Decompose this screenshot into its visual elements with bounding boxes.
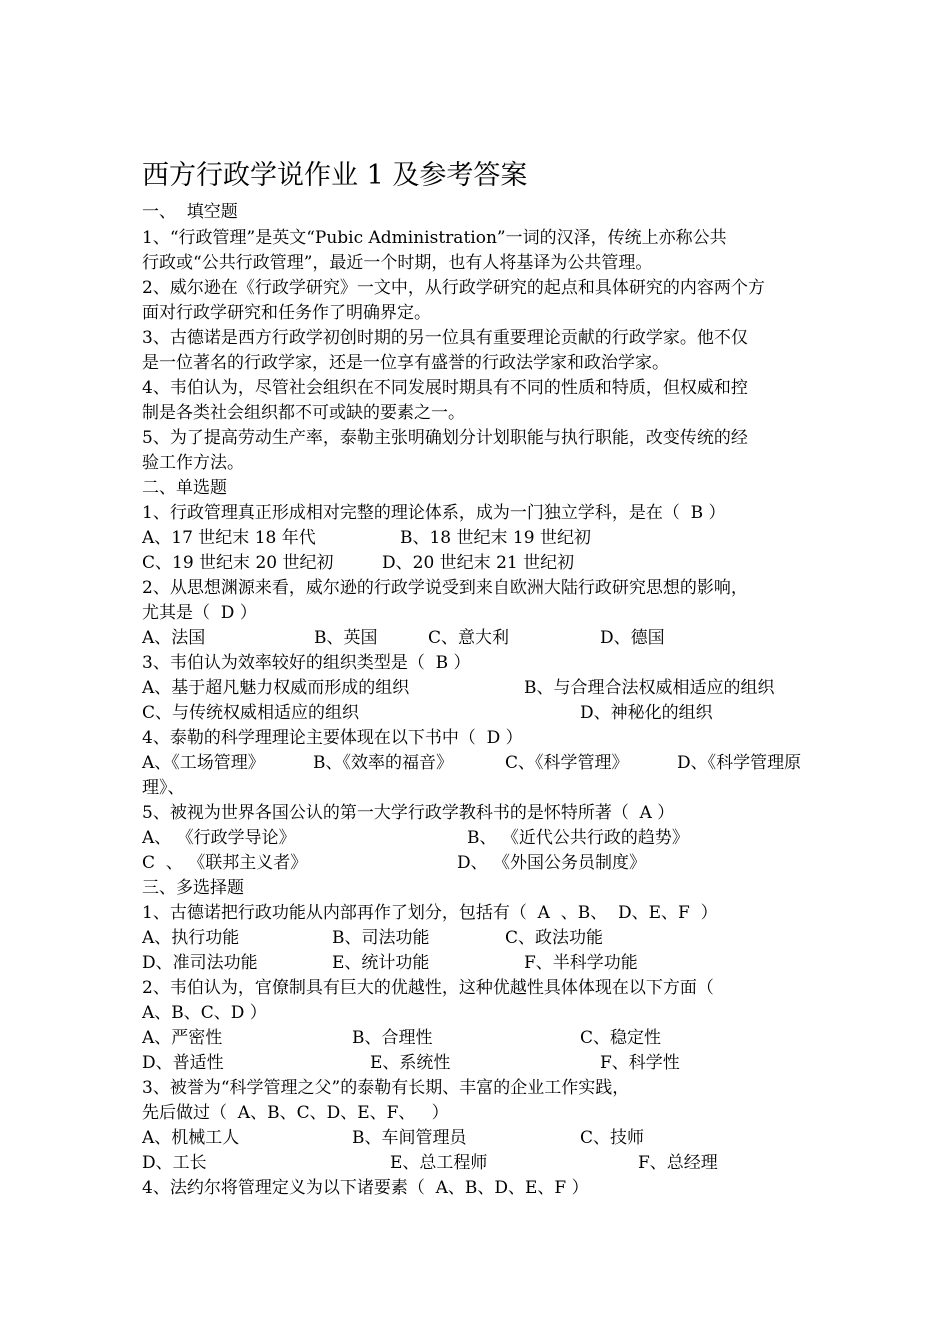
multi-q1-option-e: E、统计功能 [332, 953, 430, 973]
section-heading-single-choice: 二、单选题 [142, 478, 227, 498]
single-q1-option-c: C、19 世纪末 20 世纪初 [142, 553, 334, 573]
single-q4-option-a: A、《工场管理》 [142, 753, 265, 773]
single-q4-option-b: B、《效率的福音》 [313, 753, 453, 773]
single-q5: 5、被视为世界各国公认的第一大学行政学教科书的是怀特所著（ A ） [142, 803, 675, 823]
single-q2-line-1: 2、从思想渊源来看，威尔逊的行政学说受到来自欧洲大陆行政研究思想的影响， [142, 578, 748, 598]
multi-q3-line-2: 先后做过（ A、B、C、D、E、F、 ） [142, 1103, 449, 1123]
multi-q2-line-2: A、B、C、D ） [142, 1003, 267, 1023]
single-q4-tail: 理》、 [142, 778, 185, 798]
single-q1-option-d: D、20 世纪末 21 世纪初 [382, 553, 575, 573]
single-q4: 4、泰勒的科学理理论主要体现在以下书中（ D ） [142, 728, 523, 748]
multi-q3-option-b: B、车间管理员 [352, 1128, 467, 1148]
multi-q3-line-1: 3、被誉为“科学管理之父”的泰勒有长期、丰富的企业工作实践， [142, 1078, 630, 1098]
single-q2-option-c: C、意大利 [428, 628, 510, 648]
multi-q1-option-d: D、准司法功能 [142, 953, 258, 973]
single-q1-option-a: A、17 世纪末 18 年代 [142, 528, 316, 548]
single-q4-option-d: D、《科学管理原 [677, 753, 802, 773]
fill-in-line-9: 5、为了提高劳动生产率，泰勒主张明确划分计划职能与执行职能，改变传统的经 [142, 428, 748, 448]
single-q3-option-c: C、与传统权威相适应的组织 [142, 703, 360, 723]
fill-in-line-5: 3、古德诺是西方行政学初创时期的另一位具有重要理论贡献的行政学家。他不仅 [142, 328, 748, 348]
single-q3-option-d: D、神秘化的组织 [580, 703, 713, 723]
multi-q2-line-1: 2、韦伯认为，官僚制具有巨大的优越性，这种优越性具体体现在以下方面（ [142, 978, 714, 998]
single-q2-option-b: B、英国 [314, 628, 378, 648]
single-q2-line-2: 尤其是（ D ） [142, 603, 257, 623]
single-q3-option-a: A、基于超凡魅力权威而形成的组织 [142, 678, 410, 698]
multi-q2-option-d: D、普适性 [142, 1053, 224, 1073]
multi-q3-option-f: F、总经理 [638, 1153, 718, 1173]
single-q3-option-b: B、与合理合法权威相适应的组织 [524, 678, 775, 698]
fill-in-line-6: 是一位著名的行政学家，还是一位享有盛誉的行政法学家和政治学家。 [142, 353, 669, 373]
multi-q2-option-a: A、严密性 [142, 1028, 223, 1048]
fill-in-line-1: 1、“行政管理”是英文“Pubic Administration”一词的汉泽，传统上亦称公共 [142, 228, 727, 248]
multi-q2-option-e: E、系统性 [370, 1053, 451, 1073]
multi-q3-option-d: D、工长 [142, 1153, 207, 1173]
multi-q2-option-b: B、合理性 [352, 1028, 433, 1048]
single-q5-option-c: C 、 《联邦主义者》 [142, 853, 308, 873]
fill-in-line-8: 制是各类社会组织都不可或缺的要素之一。 [142, 403, 465, 423]
single-q5-option-a: A、 《行政学导论》 [142, 828, 296, 848]
fill-in-line-4: 面对行政学研究和任务作了明确界定。 [142, 303, 431, 323]
section-heading-multiple-choice: 三、多选择题 [142, 878, 244, 898]
multi-q1-option-b: B、司法功能 [332, 928, 430, 948]
single-q1: 1、行政管理真正形成相对完整的理论体系，成为一门独立学科，是在（ B ） [142, 503, 726, 523]
single-q5-option-d: D、 《外国公务员制度》 [457, 853, 647, 873]
single-q4-option-c: C、《科学管理》 [505, 753, 629, 773]
multi-q2-option-c: C、稳定性 [580, 1028, 662, 1048]
multi-q2-option-f: F、科学性 [600, 1053, 680, 1073]
single-q5-option-b: B、 《近代公共行政的趋势》 [467, 828, 689, 848]
multi-q4: 4、法约尔将管理定义为以下诸要素（ A、B、D、E、F ） [142, 1178, 589, 1198]
fill-in-line-7: 4、韦伯认为，尽管社会组织在不同发展时期具有不同的性质和特质，但权威和控 [142, 378, 748, 398]
multi-q3-option-c: C、技师 [580, 1128, 645, 1148]
fill-in-line-3: 2、威尔逊在《行政学研究》一文中，从行政学研究的起点和具体研究的内容两个方 [142, 278, 765, 298]
multi-q3-option-e: E、总工程师 [390, 1153, 488, 1173]
fill-in-line-2: 行政或“公共行政管理”，最近一个时期，也有人将基译为公共管理。 [142, 253, 653, 273]
multi-q1: 1、古德诺把行政功能从内部再作了划分，包括有（ A 、B、 D、E、F ） [142, 903, 718, 923]
section-heading-fill-in: 一、 填空题 [142, 202, 238, 222]
fill-in-line-10: 验工作方法。 [142, 453, 244, 473]
multi-q1-option-a: A、执行功能 [142, 928, 240, 948]
single-q2-option-a: A、法国 [142, 628, 206, 648]
single-q2-option-d: D、德国 [600, 628, 665, 648]
multi-q1-option-f: F、半科学功能 [524, 953, 638, 973]
single-q3: 3、韦伯认为效率较好的组织类型是（ B ） [142, 653, 471, 673]
multi-q3-option-a: A、机械工人 [142, 1128, 240, 1148]
single-q1-option-b: B、18 世纪末 19 世纪初 [400, 528, 591, 548]
document-title: 西方行政学说作业 1 及参考答案 [142, 160, 528, 191]
multi-q1-option-c: C、政法功能 [505, 928, 604, 948]
